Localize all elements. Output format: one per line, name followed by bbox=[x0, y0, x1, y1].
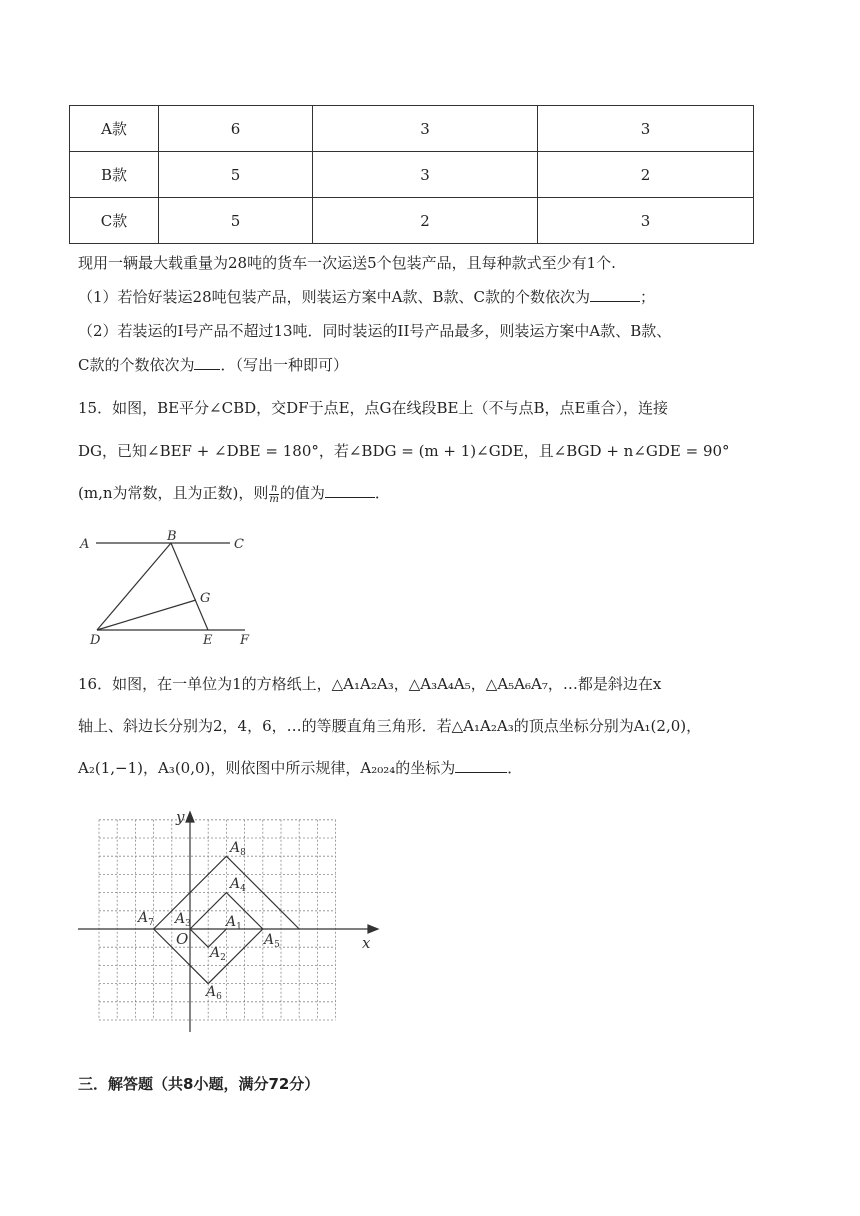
q14-part2-b bbox=[78, 355, 348, 375]
cell: 3 bbox=[538, 106, 754, 152]
q16-line3-text: A₂(1,−1)，A₃(0,0)，则依图中所示规律，A₂₀₂₄的坐标为 bbox=[78, 759, 456, 777]
q16-line2: 轴上、斜边长分别为2，4，6，…的等腰直角三角形．若△A₁A₂A₃的顶点坐标分别为A₁(2,0)， bbox=[78, 717, 702, 735]
q15-line3-text: (m,n为常数，且为正数)，则 bbox=[78, 484, 269, 502]
cell: 3 bbox=[538, 198, 754, 244]
q14-part1-text: （1）若恰好装运28吨包装产品，则装运方案中A款、B款、C款的个数依次为 bbox=[78, 288, 590, 306]
table-row bbox=[70, 106, 754, 152]
label-a5 bbox=[262, 932, 280, 950]
label-a1-letter: A bbox=[226, 914, 237, 930]
cell: 2 bbox=[313, 198, 538, 244]
q16-line1: 16．如图，在一单位为1的方格纸上，△A₁A₂A₃，△A₃A₄A₅，△A₅A₆A₇，…都是斜边在x bbox=[78, 675, 662, 693]
label-a2 bbox=[208, 945, 226, 963]
answer-blank bbox=[325, 483, 375, 498]
cell: 6 bbox=[159, 106, 313, 152]
q15-line3-end: ． bbox=[374, 484, 390, 502]
cell: 2 bbox=[538, 152, 754, 198]
label-b: B bbox=[167, 529, 177, 544]
label-x: x bbox=[362, 934, 371, 952]
cell: 5 bbox=[159, 152, 313, 198]
q15-line2: DG，已知∠BEF + ∠DBE = 180°，若∠BDG = (m + 1)∠GDE，且∠BGD + n∠GDE = 90° bbox=[78, 442, 730, 460]
q15-line1: 15．如图，BE平分∠CBD，交DF于点E，点G在线段BE上（不与点B，点E重合），连接 bbox=[78, 399, 668, 417]
label-a6-letter: A bbox=[206, 984, 217, 1000]
cell: 3 bbox=[313, 106, 538, 152]
label-a: A bbox=[80, 537, 90, 552]
label-a5-sub: 5 bbox=[274, 940, 280, 950]
q14-part2-text: C款的个数依次为 bbox=[78, 356, 195, 374]
label-a4-letter: A bbox=[230, 876, 241, 892]
q14-part2-end: ．（写出一种即可） bbox=[220, 356, 348, 374]
answer-blank bbox=[194, 355, 220, 370]
table-row bbox=[70, 152, 754, 198]
q14-part1-end: ； bbox=[639, 288, 655, 306]
q15-geometry-figure bbox=[70, 528, 270, 648]
q16-line3-end: ． bbox=[507, 759, 523, 777]
label-a5-letter: A bbox=[264, 932, 275, 948]
answer-blank bbox=[455, 758, 507, 773]
label-d: D bbox=[90, 633, 101, 648]
label-a2-sub: 2 bbox=[220, 953, 226, 963]
cell: 3 bbox=[313, 152, 538, 198]
q14-part1 bbox=[78, 287, 655, 307]
label-a6-sub: 6 bbox=[216, 992, 222, 1002]
row-label: B款 bbox=[70, 152, 159, 198]
segment-bd bbox=[97, 543, 171, 630]
product-table bbox=[69, 105, 754, 244]
label-a3 bbox=[173, 911, 191, 929]
segment-be bbox=[171, 543, 211, 630]
label-a8-letter: A bbox=[230, 840, 241, 856]
label-a2-letter: A bbox=[210, 945, 221, 961]
label-a1-sub: 1 bbox=[236, 922, 242, 932]
segment-dg bbox=[97, 600, 196, 630]
label-a8 bbox=[228, 840, 246, 858]
label-a6 bbox=[204, 984, 222, 1002]
label-a4 bbox=[228, 876, 246, 894]
label-a7 bbox=[136, 910, 154, 928]
label-a3-sub: 3 bbox=[185, 919, 191, 929]
label-a1 bbox=[224, 914, 242, 932]
grid-lines bbox=[99, 820, 336, 1020]
fraction-numerator: n bbox=[270, 482, 278, 494]
fraction bbox=[269, 484, 278, 505]
q15-line3 bbox=[78, 483, 390, 505]
q14-part2-a: （2）若装运的I号产品不超过13吨．同时装运的II号产品最多，则装运方案中A款、B款、 bbox=[78, 322, 672, 340]
label-e: E bbox=[203, 633, 213, 648]
x-axis-arrow bbox=[368, 925, 378, 933]
answer-blank bbox=[590, 287, 640, 302]
label-a7-sub: 7 bbox=[148, 918, 154, 928]
label-origin: O bbox=[176, 930, 189, 948]
label-c: C bbox=[234, 537, 244, 552]
q14-intro: 现用一辆最大载重量为28吨的货车一次运送5个包装产品，且每种款式至少有1个. bbox=[78, 254, 616, 272]
label-g: G bbox=[200, 591, 211, 606]
label-a4-sub: 4 bbox=[240, 884, 246, 894]
label-f: F bbox=[240, 633, 250, 648]
label-y: y bbox=[176, 808, 185, 826]
q15-line3-mid: 的值为 bbox=[279, 484, 325, 502]
label-a3-letter: A bbox=[175, 911, 186, 927]
fraction-denominator: m bbox=[269, 493, 279, 505]
label-a7-letter: A bbox=[138, 910, 149, 926]
q16-grid-figure bbox=[70, 800, 390, 1040]
row-label: A款 bbox=[70, 106, 159, 152]
section-heading: 三．解答题（共8小题，满分72分） bbox=[78, 1075, 320, 1093]
cell: 5 bbox=[159, 198, 313, 244]
table-row bbox=[70, 198, 754, 244]
row-label: C款 bbox=[70, 198, 159, 244]
q16-line3 bbox=[78, 758, 522, 778]
label-a8-sub: 8 bbox=[240, 848, 246, 858]
y-axis-arrow bbox=[186, 812, 194, 822]
